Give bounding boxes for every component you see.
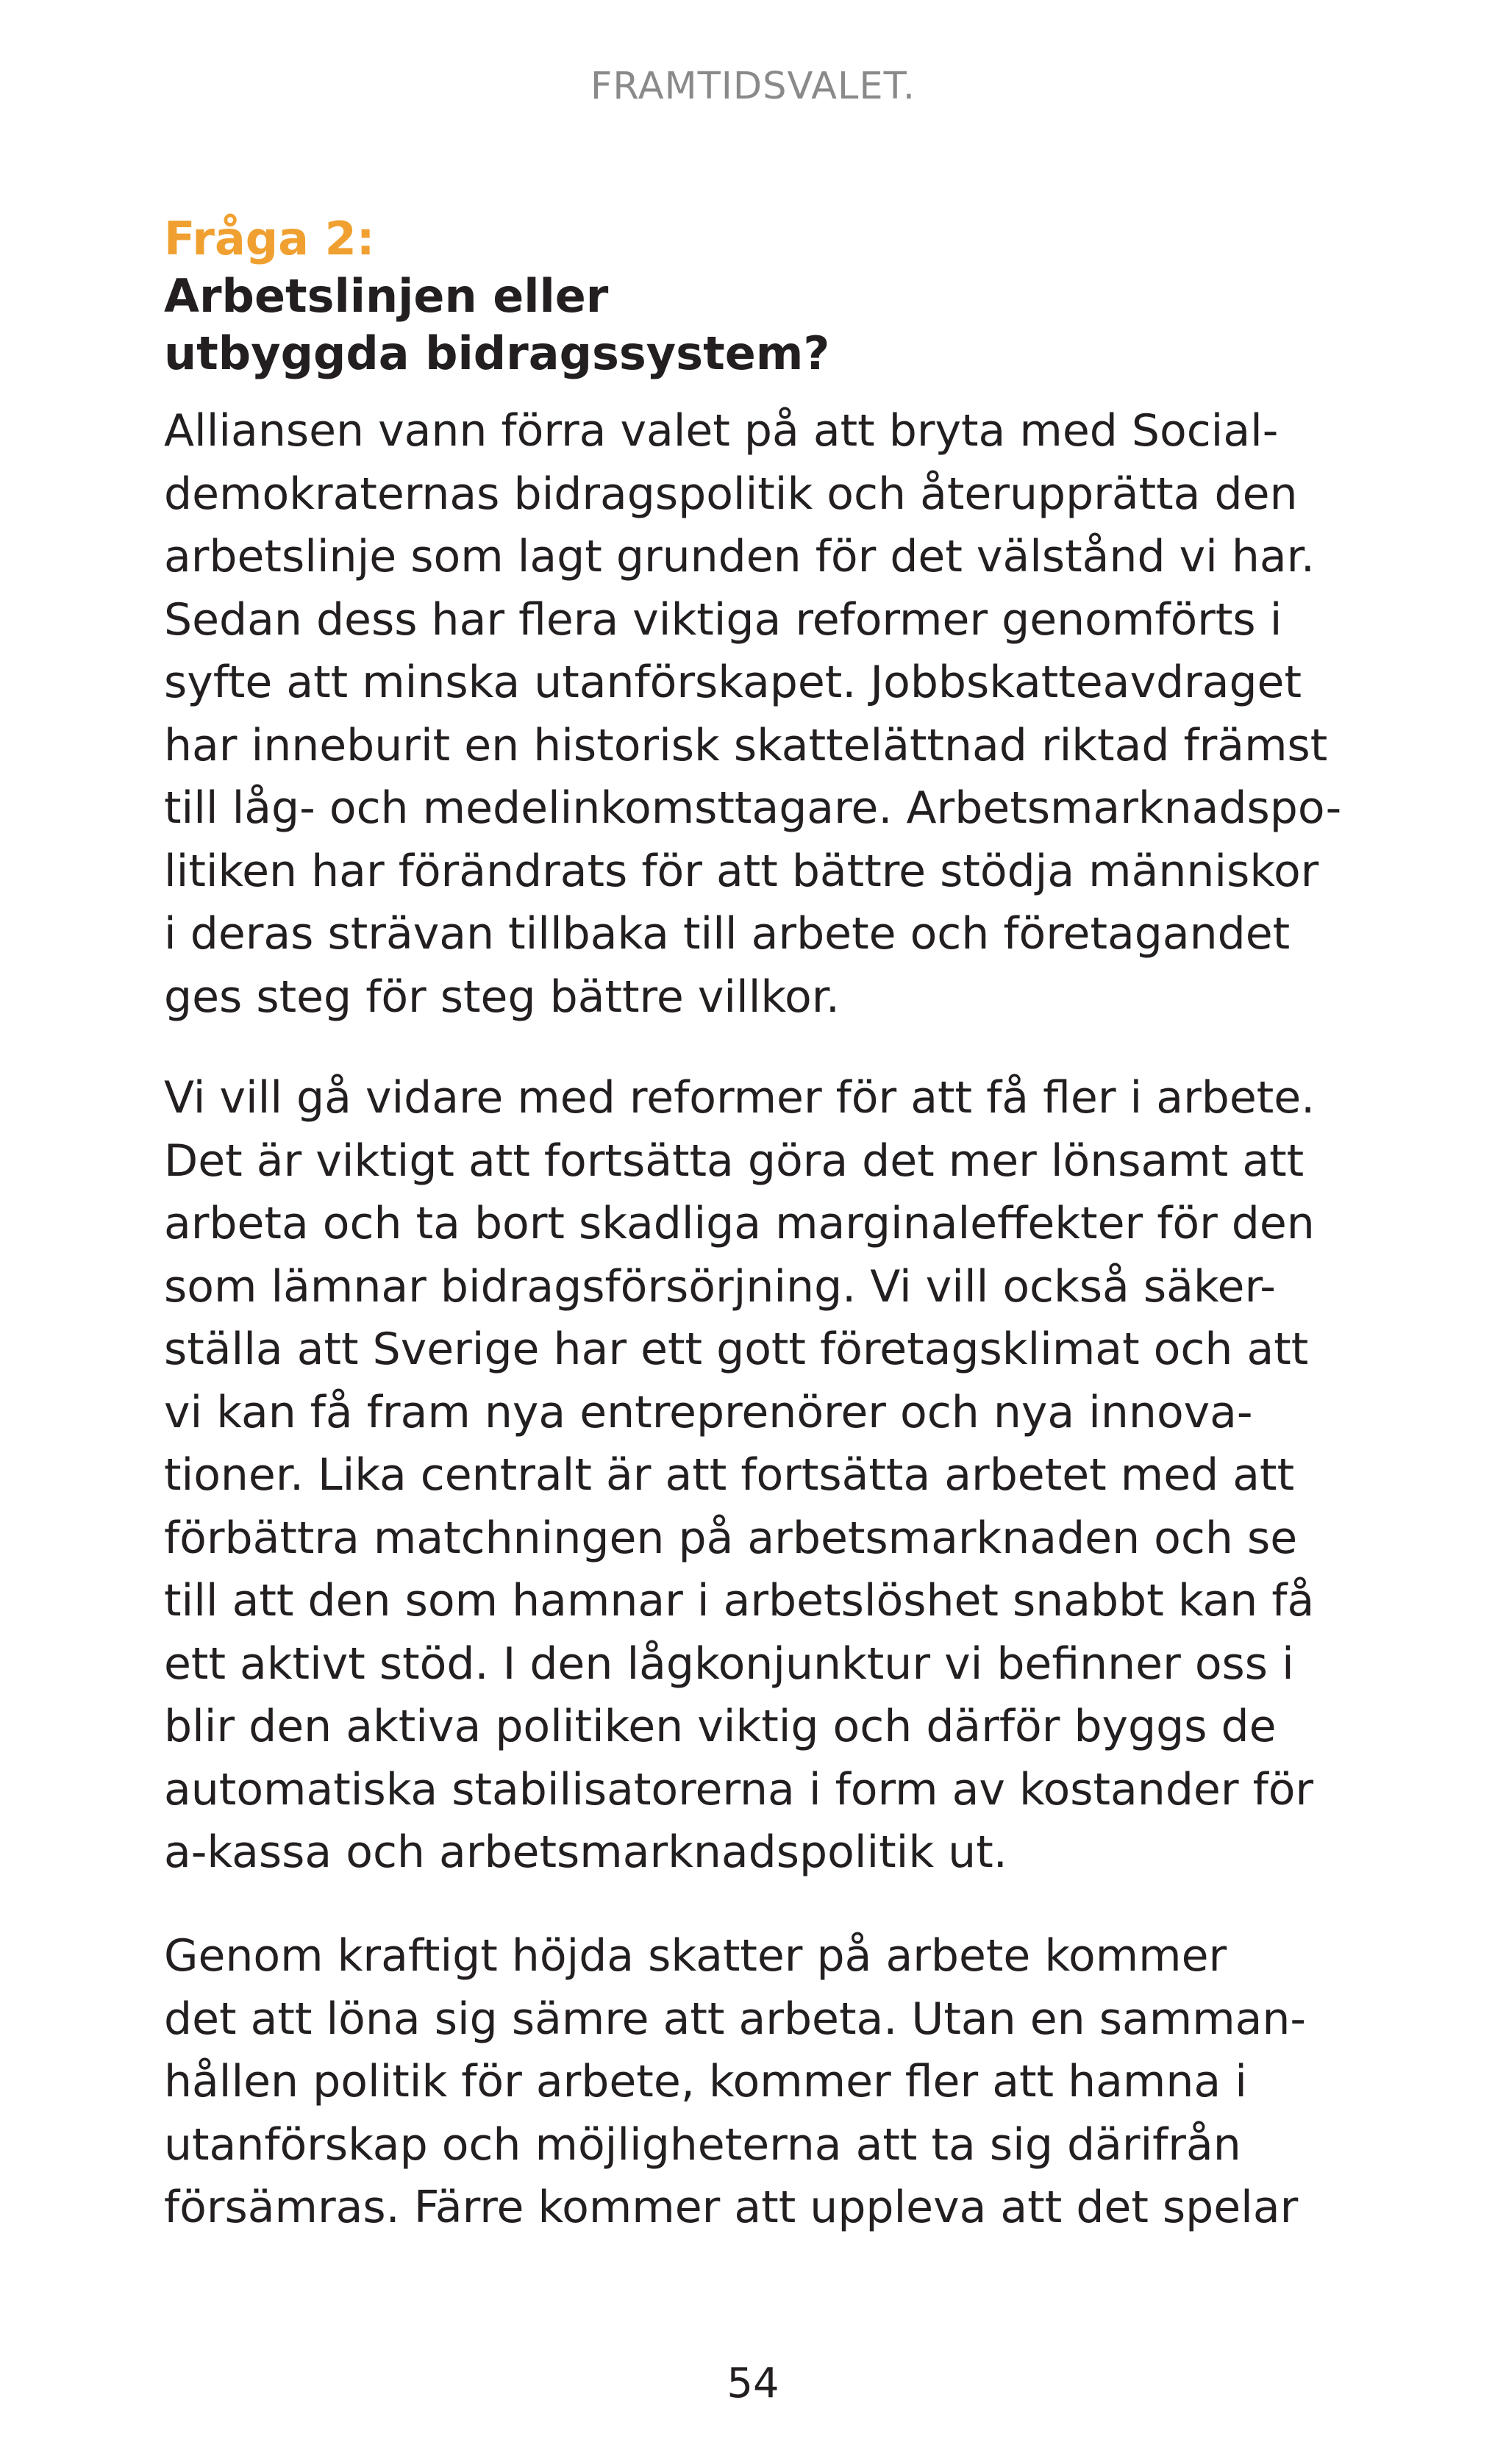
text-line: det att löna sig sämre att arbeta. Utan en samman- <box>164 1993 1307 2045</box>
text-line: tioner. Lika centralt är att fortsätta arbetet med att <box>164 1449 1295 1501</box>
text-line: vi kan få fram nya entreprenörer och nya innova- <box>164 1386 1253 1438</box>
text-line: utanförskap och möjligheterna att ta sig därifrån <box>164 2118 1241 2171</box>
question-title-line: utbyggda bidragssystem? <box>164 326 830 380</box>
text-line: i deras strävan tillbaka till arbete och företagandet <box>164 908 1291 960</box>
text-line: hållen politik för arbete, kommer fler att hamna i <box>164 2056 1247 2107</box>
text-line: syfte att minska utanförskapet. Jobbskatteavdraget <box>164 657 1302 708</box>
text-line: a-kassa och arbetsmarknadspolitik ut. <box>164 1826 1007 1878</box>
running-head: FRAMTIDSVALET. <box>590 65 916 108</box>
text-line: litiken har förändrats för att bättre stödja människor <box>164 845 1319 897</box>
text-line: försämras. Färre kommer att uppleva att det spelar <box>164 2182 1299 2233</box>
text-line: förbättra matchningen på arbetsmarknaden och se <box>164 1512 1298 1564</box>
text-line: demokraternas bidragspolitik och återupprätta den <box>164 468 1298 520</box>
text-line: ett aktivt stöd. I den lågkonjunktur vi befinner oss i <box>164 1638 1294 1690</box>
text-line: ställa att Sverige har ett gott företagsklimat och att <box>164 1324 1309 1375</box>
page-number: 54 <box>727 2360 779 2407</box>
text-line: till att den som hamnar i arbetslöshet snabbt kan få <box>164 1575 1315 1626</box>
paragraph-1 <box>164 400 1341 1029</box>
text-line: arbetslinje som lagt grunden för det välstånd vi har. <box>164 531 1315 582</box>
paragraph-3 <box>164 1925 1306 2240</box>
text-line: Alliansen vann förra valet på att bryta med Social- <box>164 405 1279 457</box>
question-title-line: Arbetslinjen eller <box>164 269 609 323</box>
text-line: till låg- och medelinkomsttagare. Arbetsmarknadspo- <box>164 782 1342 834</box>
text-line: ges steg för steg bättre villkor. <box>164 971 840 1023</box>
text-line: Det är viktigt att fortsätta göra det mer lönsamt att <box>164 1135 1305 1187</box>
text-line: har inneburit en historisk skattelättnad riktad främst <box>164 719 1328 771</box>
text-line: Genom kraftigt höjda skatter på arbete kommer <box>164 1930 1227 1982</box>
text-line: som lämnar bidragsförsörjning. Vi vill också säker- <box>164 1260 1276 1313</box>
paragraph-2 <box>164 1067 1315 1885</box>
text-line: Sedan dess har flera viktiga reformer genomförts i <box>164 593 1282 646</box>
question-label: Fråga 2: <box>164 212 375 265</box>
question-title <box>164 268 1341 382</box>
text-line: arbeta och ta bort skadliga marginaleffekter för den <box>164 1198 1315 1249</box>
text-line: automatiska stabilisatorerna i form av kostander för <box>164 1763 1314 1815</box>
text-line: Vi vill gå vidare med reformer för att få fler i arbete. <box>164 1072 1316 1124</box>
text-line: blir den aktiva politiken viktig och därför byggs de <box>164 1701 1277 1752</box>
question-heading <box>164 210 1341 382</box>
